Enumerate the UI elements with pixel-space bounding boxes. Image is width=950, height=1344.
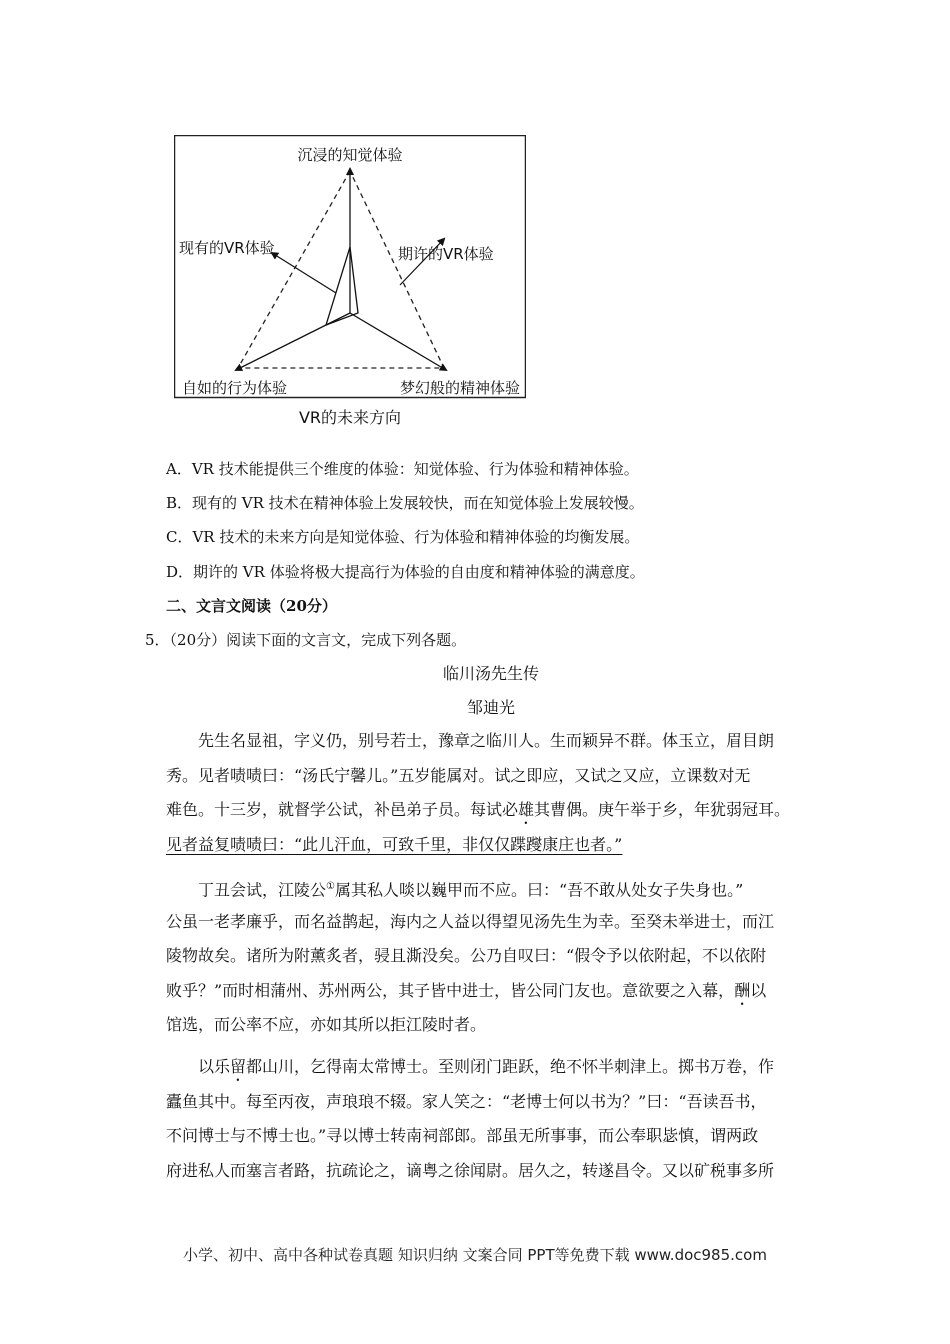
pointer-existing xyxy=(272,253,336,293)
p3-line-3: 不问博士与不博士也。”寻以博士转南祠部郎。部虽无所事事，而公奉职毖慎，谓两政 xyxy=(166,1126,759,1146)
dashed-triangle xyxy=(238,171,444,368)
p3-line-4: 府进私人而塞言者路，抗疏论之，谪粤之徐闻尉。居久之，转遂昌令。又以矿税事多所 xyxy=(166,1160,775,1180)
p2-line-2: 公虽一老孝廉乎，而名益鹊起，海内之人益以得望见汤先生为幸。至癸未举进士，而江 xyxy=(166,911,775,931)
dotted-char-xiong: 雄 xyxy=(518,800,535,820)
label-right: 期许的VR体验 xyxy=(398,245,494,263)
p3-line-1-b: 都山川，乞得南太常博士。至则闭门距跃，绝不怀半刺津上。掷书万卷，作 xyxy=(246,1057,775,1076)
paragraph-3 xyxy=(166,1050,818,1188)
axis-behavior xyxy=(236,313,350,370)
p2-line-4-b: 以 xyxy=(750,980,767,1000)
section-title: 二、文言文阅读（20分） xyxy=(166,597,337,615)
p2-line-1 xyxy=(166,870,818,905)
footer-banner: 小学、初中、高中各种试卷真题 知识归纳 文案合同 PPT等免费下载 www.doc985.com xyxy=(183,1246,767,1264)
p1-line-3-a: 难色。十三岁，就督学公试，补邑弟子员。每试必 xyxy=(166,800,519,820)
p2-line-1-a: 丁丑会试，江陵公 xyxy=(198,880,327,900)
diagram-svg xyxy=(174,135,526,400)
option-d: D．期许的 VR 体验将极大提高行为体验的自由度和精神体验的满意度。 xyxy=(166,563,645,581)
paragraph-2 xyxy=(166,870,818,1043)
p1-line-3 xyxy=(166,793,818,828)
p1-line-3-b: 其曹偶。庚午举于乡，年犹弱冠耳。 xyxy=(534,800,791,820)
article-title: 临川汤先生传 xyxy=(442,664,539,683)
existing-vr-shape xyxy=(326,247,358,325)
vr-direction-diagram xyxy=(174,135,526,400)
article-author: 邹迪光 xyxy=(466,698,515,717)
label-left: 现有的VR体验 xyxy=(179,239,275,257)
p2-line-4 xyxy=(166,974,818,1009)
p2-line-4-a: 败乎？”而时相蒲州、苏州两公，其子皆中进士，皆公同门友也。意欲要之入幕， xyxy=(166,980,735,1000)
footnote-marker: ① xyxy=(326,881,335,892)
p3-line-1-a: 以乐 xyxy=(198,1057,231,1076)
question-5: 5．（20分）阅读下面的文言文，完成下列各题。 xyxy=(145,631,467,649)
p1-line-4 xyxy=(166,828,818,863)
p3-line-1 xyxy=(166,1050,818,1085)
p1-line-1: 先生名显祖，字义仍，别号若士，豫章之临川人。生而颖异不群。体玉立，眉目朗 xyxy=(198,731,775,750)
label-bottom-right: 梦幻般的精神体验 xyxy=(399,379,520,397)
p2-line-3: 陵物故矣。诸所为附薰炙者，骎且澌没矣。公乃自叹曰：“假令予以依附起，不以依附 xyxy=(166,946,767,966)
underlined-sentence: 见者益复啧啧曰：“此儿汗血，可致千里，非仅仅蹀躞康庄也者。” xyxy=(166,834,623,854)
p2-line-5: 馆选，而公率不应，亦如其所以拒江陵时者。 xyxy=(166,1015,487,1035)
label-top: 沉浸的知觉体验 xyxy=(297,146,403,164)
figure-caption: VR的未来方向 xyxy=(298,408,402,427)
option-b: B．现有的 VR 技术在精神体验上发展较快，而在知觉体验上发展较慢。 xyxy=(166,494,644,512)
option-c: C．VR 技术的未来方向是知觉体验、行为体验和精神体验的均衡发展。 xyxy=(166,528,640,546)
dotted-char-liu: 留 xyxy=(230,1057,247,1076)
p1-line-2: 秀。见者啧啧曰：“汤氏宁馨儿。”五岁能属对。试之即应，又试之又应，立课数对无 xyxy=(166,765,751,785)
option-a: A．VR 技术能提供三个维度的体验：知觉体验、行为体验和精神体验。 xyxy=(166,460,639,478)
label-bottom-left: 自如的行为体验 xyxy=(182,379,288,397)
dotted-char-chou: 酬 xyxy=(734,980,751,1000)
paragraph-1 xyxy=(166,724,818,862)
p2-line-1-b: 属其私人啖以巍甲而不应。曰：“吾不敢从处女子失身也。” xyxy=(334,880,744,900)
p3-line-2: 蠹鱼其中。每至丙夜，声琅琅不辍。家人笑之：“老博士何以书为？”曰：“吾读吾书， xyxy=(166,1091,767,1111)
